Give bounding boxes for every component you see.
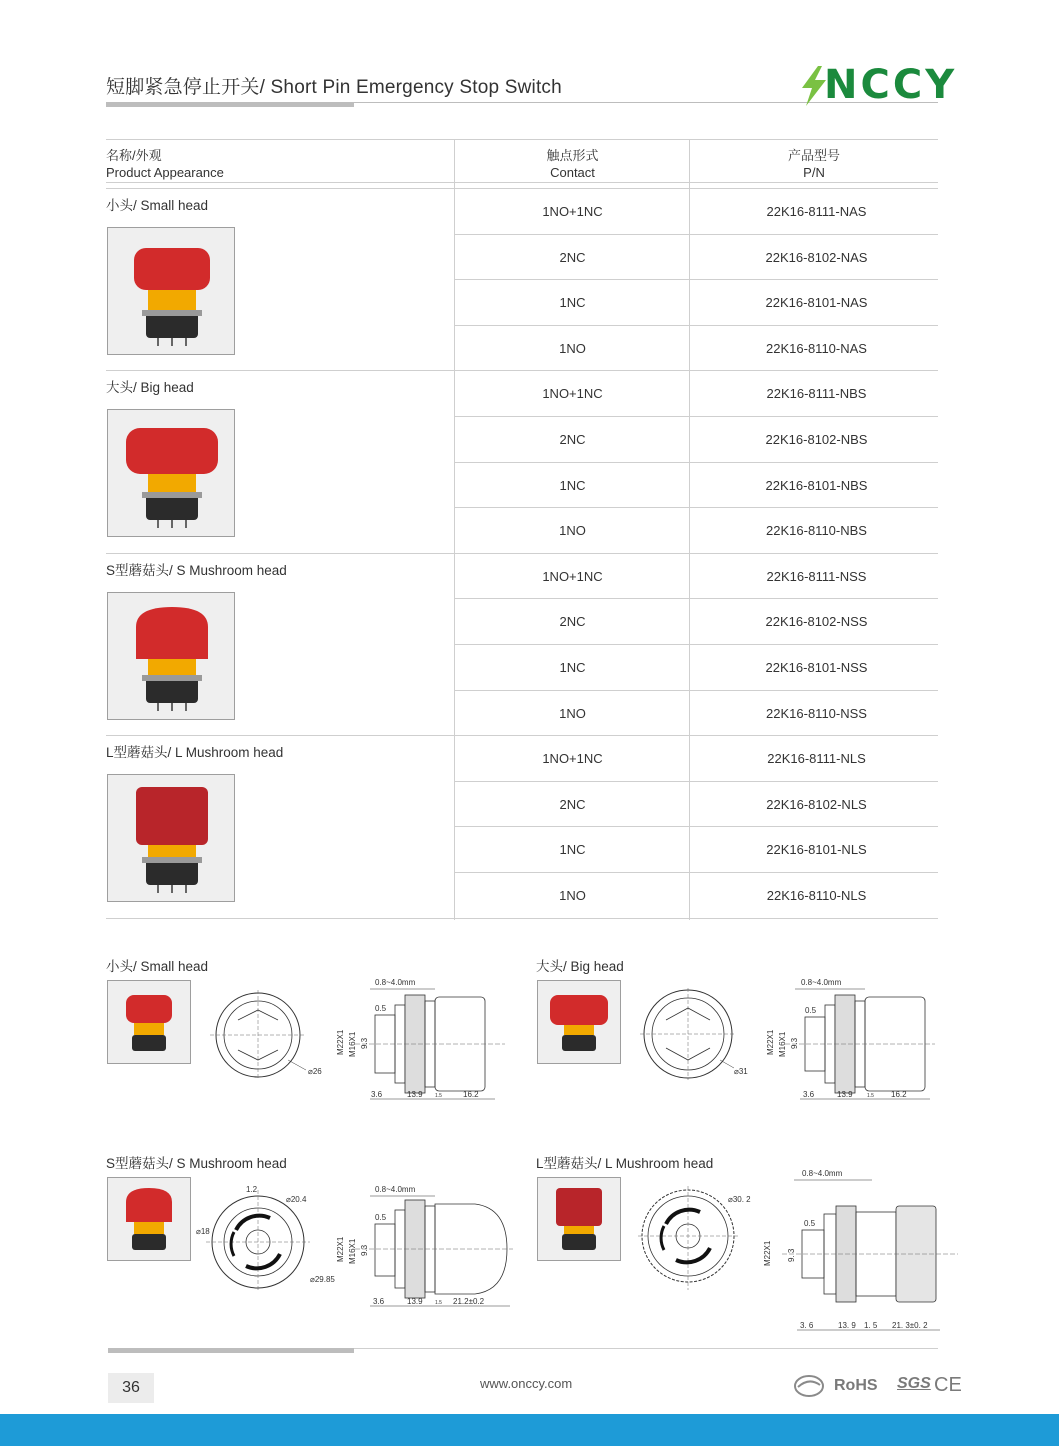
front-view-s-mushroom [190,1182,340,1292]
contact-cell: 1NO+1NC [542,204,603,219]
dim-1-5: 1.5 [435,1300,442,1306]
dim-9-3: 9.3 [790,1037,799,1049]
dim-9-3: 9. 3 [787,1248,796,1262]
product-photo-l-mushroom-thumb [537,1177,621,1261]
front-view-l-mushroom [636,1186,766,1290]
part-number-cell: 22K16-8110-NLS [766,888,867,903]
row-divider [455,690,938,691]
row-divider [455,644,938,645]
dim-30-2: ⌀30. 2 [728,1195,751,1204]
drawing-label-big-head: 大头/ Big head [536,959,624,974]
row-divider [106,370,938,371]
row-divider [455,279,938,280]
row-divider [455,872,938,873]
website-link[interactable]: www.onccy.com [480,1376,573,1391]
dim-29-85: ⌀29.85 [310,1275,335,1284]
row-divider [106,553,938,554]
dim-m16: M16X1 [348,1238,357,1264]
col-pn-header-en: P/N [803,165,825,180]
contact-cell: 1NO+1NC [542,568,603,584]
rohs-cert-mark: RoHS [834,1377,878,1394]
col-appearance-header-cn: 名称/外观 [106,148,162,163]
front-view-big-head [638,988,762,1082]
part-number-cell: 22K16-8111-NAS [766,204,867,219]
dim-9-3: 9.3 [360,1037,369,1049]
dim-diameter: ⌀31 [734,1067,748,1076]
product-photo-s-mushroom-thumb [107,1177,191,1261]
dim-1-5: 1.5 [435,1093,442,1099]
col-contact-header-cn: 触点形式 [546,148,599,163]
table-header-rule-2 [106,188,938,189]
dim-3-6: 3.6 [803,1090,815,1099]
group-label-small-head: 小头/ Small head [106,198,209,213]
part-number-cell: 22K16-8101-NLS [766,842,867,858]
side-view-big-head [765,975,945,1105]
dim-18: ⌀18 [196,1227,210,1236]
dim-diameter: ⌀26 [308,1067,322,1076]
dim-0-5: 0.5 [375,1213,387,1222]
part-number-cell: 22K16-8110-NAS [766,340,867,356]
part-number-cell: 22K16-8111-NSS [766,568,867,584]
page-number: 36 [108,1373,154,1403]
sgs-cert-mark: SGS [897,1375,931,1392]
row-divider [106,918,938,919]
contact-cell: 1NC [559,477,586,493]
drawing-label-s-mushroom: S型蘑菇头/ S Mushroom head [106,1156,287,1171]
side-view-small-head [335,975,515,1105]
dim-0-5: 0.5 [804,1219,816,1228]
dim-panel-range: 0.8~4.0mm [375,1185,416,1194]
row-divider [106,735,938,736]
drawing-label-l-mushroom: L型蘑菇头/ L Mushroom head [536,1156,714,1171]
contact-cell: 2NC [559,432,586,447]
brand-logo [796,64,962,108]
row-divider [455,325,938,326]
part-number-cell: 22K16-8102-NBS [765,432,868,447]
dim-length: 16.2 [891,1090,907,1099]
contact-cell: 1NO+1NC [542,751,603,767]
part-number-cell: 22K16-8101-NSS [765,660,868,675]
contact-cell: 1NC [559,295,586,311]
part-number-cell: 22K16-8110-NSS [766,705,867,721]
dim-1-2: 1.2 [246,1185,258,1194]
drawing-label-small-head: 小头/ Small head [106,959,209,974]
footer-accent-bar [108,1348,354,1353]
product-photo-small-head-thumb [107,980,191,1064]
product-photo-l-mushroom [107,774,235,902]
dim-panel-range: 0.8~4.0mm [802,1169,843,1178]
dim-panel-range: 0.8~4.0mm [801,978,842,987]
part-number-cell: 22K16-8102-NSS [765,614,868,630]
contact-cell: 1NO [559,705,586,721]
ce-cert-mark: CE [934,1374,962,1396]
dim-1-5: 1. 5 [864,1321,878,1330]
col-pn-header-cn: 产品型号 [787,148,840,163]
row-divider [455,507,938,508]
dim-9-3: 9.3 [360,1244,369,1256]
table-top-rule [106,139,938,140]
row-divider [455,781,938,782]
group-label-s-mushroom: S型蘑菇头/ S Mushroom head [106,562,287,578]
col-contact-header-en: Contact [550,165,595,180]
contact-cell: 2NC [559,614,586,630]
part-number-cell: 22K16-8111-NBS [766,386,867,402]
dim-13-9: 13.9 [407,1297,423,1306]
product-photo-s-mushroom [107,592,235,720]
row-divider [455,598,938,599]
part-number-cell: 22K16-8102-NAS [765,249,868,265]
contact-cell: 2NC [559,796,586,812]
front-view-small-head [208,990,332,1080]
part-number-cell: 22K16-8101-NAS [765,295,868,311]
cqc-cert-icon [794,1373,824,1399]
contact-cell: 2NC [559,249,586,265]
dim-13-9: 13.9 [407,1090,423,1099]
part-number-cell: 22K16-8111-NLS [767,751,866,767]
group-label-l-mushroom: L型蘑菇头/ L Mushroom head [106,745,284,761]
product-photo-big-head [107,409,235,537]
dim-0-5: 0.5 [375,1004,387,1013]
col-appearance-header-en: Product Appearance [106,165,224,180]
row-divider [455,462,938,463]
dim-3-6: 3.6 [371,1090,383,1099]
logo-wordmark: NCCY [824,62,958,108]
contact-cell: 1NC [559,842,586,858]
product-photo-big-head-thumb [537,980,621,1064]
dim-m16: M16X1 [778,1031,787,1057]
col-contact-header [455,147,690,181]
dim-m22: M22X1 [766,1029,775,1055]
dim-3-6: 3.6 [373,1297,385,1306]
contact-cell: 1NC [559,660,586,675]
page-title: 短脚紧急停止开关/ Short Pin Emergency Stop Switch [106,77,562,98]
contact-cell: 1NO [559,888,586,903]
table-header-rule [106,182,938,183]
dim-20-4: ⌀20.4 [286,1195,307,1204]
dim-length: 21.2±0.2 [453,1297,485,1306]
part-number-cell: 22K16-8102-NLS [766,796,867,812]
dim-m16: M16X1 [348,1031,357,1057]
dim-13-9: 13.9 [837,1090,853,1099]
row-divider [455,234,938,235]
dim-0-5: 0.5 [805,1006,817,1015]
dim-panel-range: 0.8~4.0mm [375,978,416,987]
row-divider [455,416,938,417]
side-view-l-mushroom [762,1166,962,1336]
col-appearance-header [106,147,224,181]
dim-m22: M22X1 [336,1236,345,1262]
dim-m22: M22X1 [763,1240,772,1266]
part-number-cell: 22K16-8110-NBS [766,523,867,539]
dim-length: 16.2 [463,1090,479,1099]
title-accent-bar [106,102,354,107]
group-label-big-head: 大头/ Big head [106,380,194,396]
part-number-cell: 22K16-8101-NBS [765,477,868,493]
row-divider [455,826,938,827]
side-view-s-mushroom [335,1182,515,1312]
contact-cell: 1NO+1NC [542,386,603,402]
dim-m22: M22X1 [336,1029,345,1055]
contact-cell: 1NO [559,340,586,356]
dim-13-9: 13. 9 [838,1321,856,1330]
product-photo-small-head [107,227,235,355]
dim-length: 21. 3±0. 2 [892,1321,928,1330]
contact-cell: 1NO [559,523,586,539]
footer-band [0,1414,1059,1446]
dim-1-5: 1.5 [867,1093,874,1099]
dim-3-6: 3. 6 [800,1321,814,1330]
col-pn-header [690,147,938,181]
